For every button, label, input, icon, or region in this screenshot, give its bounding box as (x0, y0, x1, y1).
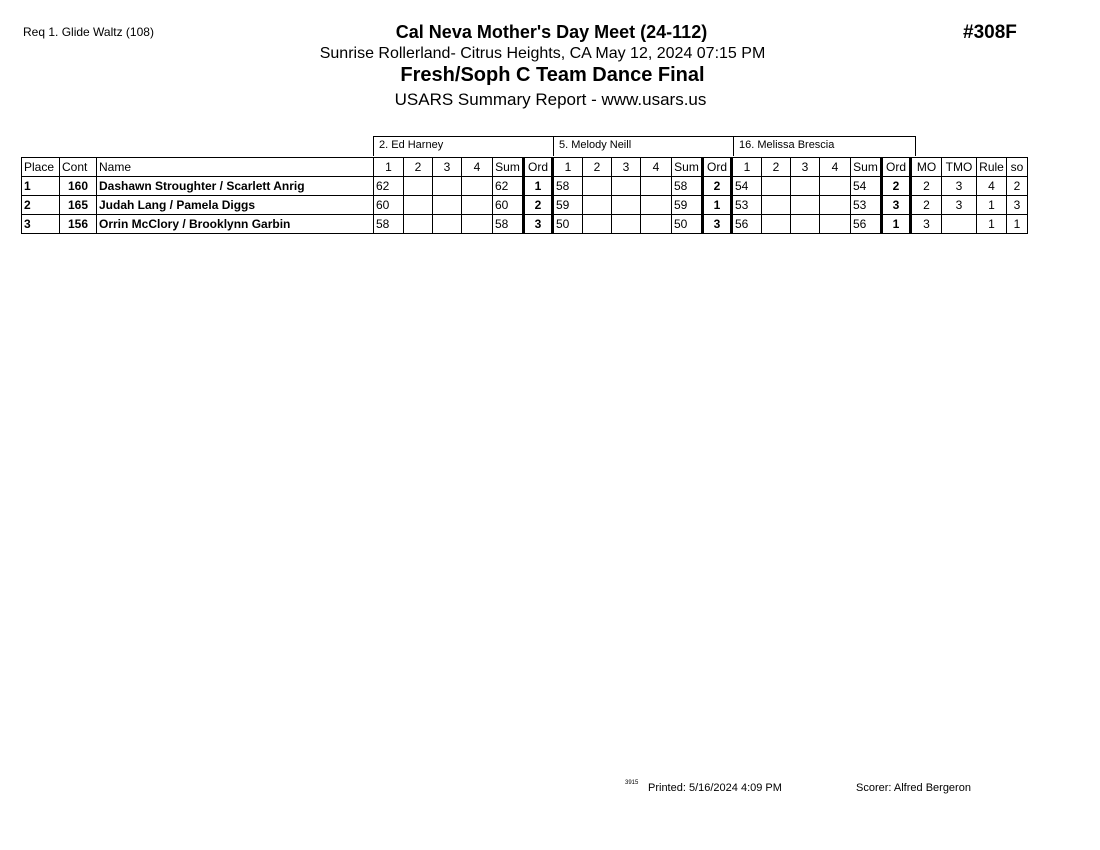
col-j2-s1: 1 (553, 158, 583, 177)
so-cell: 3 (1007, 196, 1028, 215)
meet-title: Cal Neva Mother's Day Meet (24-112) (395, 22, 708, 42)
judge-header-3: 16. Melissa Brescia (733, 136, 916, 156)
score-cell (641, 177, 672, 196)
score-cell: 56 (732, 215, 762, 234)
sum-cell: 54 (851, 177, 882, 196)
col-j2-ord: Ord (703, 158, 732, 177)
sum-cell: 53 (851, 196, 882, 215)
tmo-cell (942, 215, 977, 234)
mo-cell: 3 (911, 215, 942, 234)
sum-cell: 60 (493, 196, 524, 215)
col-so: so (1007, 158, 1028, 177)
score-cell (641, 215, 672, 234)
score-cell (404, 196, 433, 215)
score-cell (404, 215, 433, 234)
sum-cell: 58 (672, 177, 703, 196)
score-cell (462, 196, 493, 215)
col-j1-s3: 3 (433, 158, 462, 177)
meet-subtitle: Sunrise Rollerland- Citrus Heights, CA May 12, 2024 07:15 PM (319, 45, 766, 62)
score-cell: 60 (374, 196, 404, 215)
score-cell: 54 (732, 177, 762, 196)
col-cont: Cont (60, 158, 97, 177)
sum-cell: 58 (493, 215, 524, 234)
results-table (21, 157, 1028, 234)
score-cell (762, 215, 791, 234)
score-cell (820, 215, 851, 234)
score-cell (762, 196, 791, 215)
requirement-label: Req 1. Glide Waltz (108) (23, 25, 154, 39)
ord-cell: 2 (524, 196, 553, 215)
score-cell (612, 215, 641, 234)
score-cell: 58 (553, 177, 583, 196)
mo-cell: 2 (911, 196, 942, 215)
col-j3-sum: Sum (851, 158, 882, 177)
event-title: Fresh/Soph C Team Dance Final (400, 64, 705, 86)
score-cell (641, 196, 672, 215)
col-j1-s4: 4 (462, 158, 493, 177)
col-tmo: TMO (942, 158, 977, 177)
ord-cell: 2 (882, 177, 911, 196)
report-title: USARS Summary Report - www.usars.us (394, 90, 707, 109)
ord-cell: 1 (703, 196, 732, 215)
col-j3-s2: 2 (762, 158, 791, 177)
printed-timestamp: Printed: 5/16/2024 4:09 PM (648, 782, 782, 794)
table-header-row (22, 158, 1028, 177)
tmo-cell: 3 (942, 177, 977, 196)
place-cell: 1 (22, 177, 60, 196)
cont-cell: 160 (60, 177, 97, 196)
score-cell: 53 (732, 196, 762, 215)
so-cell: 1 (1007, 215, 1028, 234)
name-cell: Dashawn Stroughter / Scarlett Anrig (97, 177, 374, 196)
judge-header-1: 2. Ed Harney (373, 136, 554, 156)
so-cell: 2 (1007, 177, 1028, 196)
score-cell (762, 177, 791, 196)
score-cell: 62 (374, 177, 404, 196)
score-cell (820, 196, 851, 215)
col-j3-ord: Ord (882, 158, 911, 177)
score-cell (791, 196, 820, 215)
score-cell (612, 177, 641, 196)
rule-cell: 1 (977, 215, 1007, 234)
rule-cell: 4 (977, 177, 1007, 196)
ord-cell: 1 (524, 177, 553, 196)
score-cell (612, 196, 641, 215)
ord-cell: 3 (882, 196, 911, 215)
ord-cell: 1 (882, 215, 911, 234)
mo-cell: 2 (911, 177, 942, 196)
col-j3-s4: 4 (820, 158, 851, 177)
col-name: Name (97, 158, 374, 177)
cont-cell: 156 (60, 215, 97, 234)
score-cell (462, 177, 493, 196)
judge-header-2: 5. Melody Neill (553, 136, 734, 156)
table-row (22, 215, 1028, 234)
score-cell (583, 215, 612, 234)
col-j2-s2: 2 (583, 158, 612, 177)
scorer-label: Scorer: Alfred Bergeron (856, 782, 971, 794)
sum-cell: 50 (672, 215, 703, 234)
sum-cell: 56 (851, 215, 882, 234)
rule-cell: 1 (977, 196, 1007, 215)
col-j2-s4: 4 (641, 158, 672, 177)
print-mark: 3915 (625, 780, 639, 786)
table-row (22, 196, 1028, 215)
col-j2-sum: Sum (672, 158, 703, 177)
col-j3-s3: 3 (791, 158, 820, 177)
table-row (22, 177, 1028, 196)
place-cell: 2 (22, 196, 60, 215)
score-cell (433, 196, 462, 215)
col-j1-s1: 1 (374, 158, 404, 177)
name-cell: Judah Lang / Pamela Diggs (97, 196, 374, 215)
col-j1-ord: Ord (524, 158, 553, 177)
tmo-cell: 3 (942, 196, 977, 215)
ord-cell: 2 (703, 177, 732, 196)
cont-cell: 165 (60, 196, 97, 215)
score-cell (791, 215, 820, 234)
col-mo: MO (911, 158, 942, 177)
score-cell (820, 177, 851, 196)
score-cell (433, 177, 462, 196)
event-code: #308F (963, 22, 1017, 43)
ord-cell: 3 (524, 215, 553, 234)
score-cell (462, 215, 493, 234)
col-j1-sum: Sum (493, 158, 524, 177)
score-cell: 58 (374, 215, 404, 234)
sum-cell: 59 (672, 196, 703, 215)
sum-cell: 62 (493, 177, 524, 196)
col-place: Place (22, 158, 60, 177)
score-cell (433, 215, 462, 234)
score-cell (583, 177, 612, 196)
name-cell: Orrin McClory / Brooklynn Garbin (97, 215, 374, 234)
score-cell (583, 196, 612, 215)
ord-cell: 3 (703, 215, 732, 234)
score-cell (791, 177, 820, 196)
score-cell (404, 177, 433, 196)
col-j1-s2: 2 (404, 158, 433, 177)
col-rule: Rule (977, 158, 1007, 177)
score-cell: 59 (553, 196, 583, 215)
score-cell: 50 (553, 215, 583, 234)
col-j2-s3: 3 (612, 158, 641, 177)
place-cell: 3 (22, 215, 60, 234)
col-j3-s1: 1 (732, 158, 762, 177)
